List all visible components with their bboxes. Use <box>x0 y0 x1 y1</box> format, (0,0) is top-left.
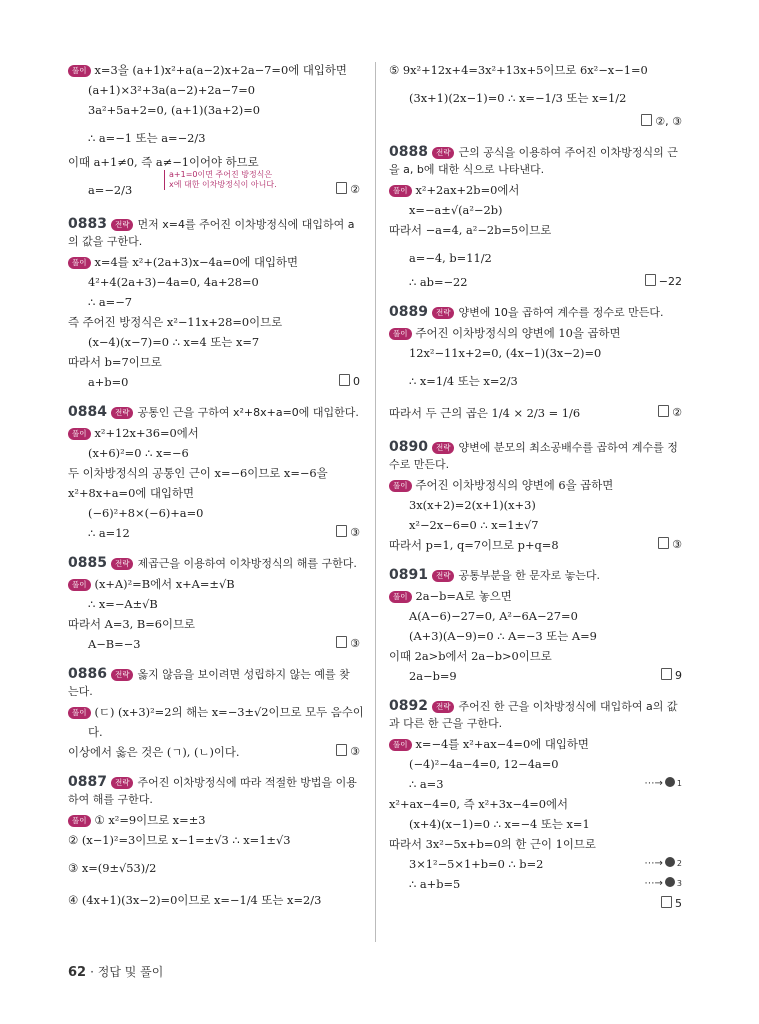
line-text: ⑤ 9x²+12x+4=3x²+13x+5이므로 6x²−x−1=0 <box>389 63 648 77</box>
solution-line <box>389 345 682 365</box>
answer-box-icon <box>658 537 669 549</box>
answer-box-icon <box>336 182 347 194</box>
problem-heading <box>68 666 360 700</box>
line-text: a+b=0 <box>88 375 129 389</box>
solution-line <box>389 242 682 274</box>
answer-value: 0 <box>353 375 360 388</box>
problem-number: 0885 <box>68 555 107 571</box>
line-text: 이때 a+1≠0, 즉 a≠−1이어야 하므로 <box>68 155 259 169</box>
spacer <box>389 429 682 439</box>
answer-box-icon <box>336 525 347 537</box>
solution-line <box>389 497 682 517</box>
problem-number: 0892 <box>389 698 428 714</box>
solution-line <box>68 704 364 724</box>
annotation-note: a+1=0이면 주어진 방정식은 x에 대한 이차방정식이 아니다. <box>164 170 277 190</box>
solution-line <box>68 832 360 852</box>
answer-label <box>336 525 360 541</box>
problem-heading <box>68 216 360 250</box>
answer-label <box>336 744 360 760</box>
step-number: 3 <box>676 879 682 888</box>
solution-tag: 풀이 <box>389 739 412 751</box>
strategy-text: 근의 공식을 이용하여 주어진 이차방정식의 근을 a, b에 대한 식으로 나타낸다. <box>389 146 678 176</box>
answer-label <box>641 114 682 130</box>
solution-line <box>389 896 682 916</box>
strategy-text: 공통인 근을 구하여 x²+8x+a=0에 대입한다. <box>137 406 359 419</box>
solution-line <box>68 82 360 102</box>
solution-line <box>389 62 682 82</box>
solution-line <box>389 222 682 242</box>
answer-box-icon <box>661 668 672 680</box>
line-text: x²+8x+a=0에 대입하면 <box>68 486 194 500</box>
solution-tag: 풀이 <box>68 579 91 591</box>
step-marker <box>645 876 682 892</box>
line-text: 4²+4(2a+3)−4a=0, 4a+28=0 <box>88 275 259 289</box>
solution-line <box>68 170 360 206</box>
strategy-tag: 전략 <box>111 669 134 681</box>
line-text: (ㄷ) (x+3)²=2의 해는 x=−3±√2이므로 모두 음수이 <box>94 705 364 719</box>
strategy-text: 양변에 10을 곱하여 계수를 정수로 만든다. <box>458 306 664 319</box>
answer-value: ③ <box>350 526 360 539</box>
solution-line <box>68 505 360 525</box>
step-dot-icon <box>665 877 675 887</box>
line-text: ① x²=9이므로 x=±3 <box>94 813 206 827</box>
solution-tag: 풀이 <box>389 328 412 340</box>
solution-line <box>389 876 682 896</box>
line-text: x=−4를 x²+ax−4=0에 대입하면 <box>415 737 589 751</box>
solution-line <box>389 756 682 776</box>
strategy-tag: 전략 <box>111 219 134 231</box>
solution-tag: 풀이 <box>389 185 412 197</box>
line-text: 두 이차방정식의 공통인 근이 x=−6이므로 x=−6을 <box>68 466 328 480</box>
solution-line <box>68 334 360 354</box>
answer-box-icon <box>658 405 669 417</box>
line-text: a=−2/3 <box>88 183 133 197</box>
strategy-text: 양변에 분모의 최소공배수를 곱하여 계수를 정수로 만든다. <box>389 441 678 471</box>
line-text: (x+4)(x−1)=0 ∴ x=−4 또는 x=1 <box>409 817 590 831</box>
spacer <box>68 764 360 774</box>
step-number: 2 <box>676 859 682 868</box>
strategy-text: 제곱근을 이용하여 이차방정식의 해를 구한다. <box>137 557 357 570</box>
line-text: x=−a±√(a²−2b) <box>409 203 503 217</box>
solution-line <box>68 485 360 505</box>
line-text: (a+1)×3²+3a(a−2)+2a−7=0 <box>88 83 256 97</box>
solution-line <box>389 776 682 796</box>
line-text: 2a−b=A로 놓으면 <box>415 589 512 603</box>
answer-label <box>658 397 682 429</box>
solution-line <box>389 588 682 608</box>
problem-heading <box>389 567 682 584</box>
strategy-tag: 전략 <box>111 777 134 789</box>
line-text: 3×1²−5×1+b=0 ∴ b=2 <box>409 857 544 871</box>
problem-heading <box>389 698 682 732</box>
solution-line <box>68 596 360 616</box>
line-text: 주어진 이차방정식의 양변에 10을 곱하면 <box>415 326 621 340</box>
solution-line <box>389 114 682 134</box>
line-text: ∴ x=1/4 또는 x=2/3 <box>409 374 518 388</box>
line-text: ∴ a=3 <box>409 777 444 791</box>
step-marker <box>645 856 682 872</box>
answer-box-icon <box>645 274 656 286</box>
line-text: (x+A)²=B에서 x+A=±√B <box>94 577 235 591</box>
solution-line <box>389 182 682 202</box>
solution-line <box>68 576 360 596</box>
problem-heading <box>389 439 682 473</box>
line-text: x²−2x−6=0 ∴ x=1±√7 <box>409 518 539 532</box>
line-text: 3a²+5a+2=0, (a+1)(3a+2)=0 <box>88 103 260 117</box>
solution-tag: 풀이 <box>68 428 91 440</box>
solution-line <box>68 62 360 82</box>
strategy-tag: 전략 <box>432 147 455 159</box>
strategy-tag: 전략 <box>432 701 455 713</box>
solution-line <box>389 796 682 816</box>
line-text: 따라서 −a=4, a²−2b=5이므로 <box>389 223 552 237</box>
solution-line <box>68 525 360 545</box>
line-text: 따라서 p=1, q=7이므로 p+q=8 <box>389 538 559 552</box>
spacer <box>389 134 682 144</box>
solution-line <box>68 354 360 374</box>
solution-line <box>389 628 682 648</box>
line-text: ∴ x=−A±√B <box>88 597 158 611</box>
problem-heading <box>68 404 360 421</box>
right-column <box>389 62 682 916</box>
line-text: 따라서 b=7이므로 <box>68 355 162 369</box>
step-number: 1 <box>676 779 682 788</box>
problem-heading <box>389 144 682 178</box>
line-text: x=3을 (a+1)x²+a(a−2)x+2a−7=0에 대입하면 <box>94 63 347 77</box>
step-marker <box>645 776 682 792</box>
solution-line <box>68 425 360 445</box>
solution-tag: 풀이 <box>68 707 91 719</box>
solution-line <box>68 314 360 334</box>
arrow-icon: ⋯→ <box>644 778 663 789</box>
step-dot-icon <box>665 777 675 787</box>
solution-line <box>68 724 360 744</box>
solution-line <box>389 537 682 557</box>
spacer <box>389 294 682 304</box>
solution-line <box>68 102 360 122</box>
line-text: x²+2ax+2b=0에서 <box>415 183 520 197</box>
line-text: 따라서 3x²−5x+b=0의 한 근이 1이므로 <box>389 837 596 851</box>
answer-label <box>339 374 360 390</box>
arrow-icon: ⋯→ <box>644 858 663 869</box>
answer-box-icon <box>641 114 652 126</box>
answer-label <box>661 668 682 684</box>
line-text: (−4)²−4a−4=0, 12−4a=0 <box>409 757 559 771</box>
solution-line <box>68 852 360 884</box>
solution-line <box>389 608 682 628</box>
line-text: A(A−6)−27=0, A²−6A−27=0 <box>409 609 578 623</box>
solution-line <box>68 812 360 832</box>
solution-tag: 풀이 <box>68 65 91 77</box>
problem-number: 0886 <box>68 666 107 682</box>
answer-value: −22 <box>658 275 682 288</box>
strategy-text: 주어진 이차방정식에 따라 적절한 방법을 이용하여 해를 구한다. <box>68 776 357 806</box>
solution-line <box>68 122 360 154</box>
page-number: 62 <box>68 965 87 980</box>
line-text: 다. <box>88 725 103 739</box>
step-dot-icon <box>665 857 675 867</box>
line-text: (x+6)²=0 ∴ x=−6 <box>88 446 189 460</box>
line-text: 즉 주어진 방정식은 x²−11x+28=0이므로 <box>68 315 283 329</box>
line-text: ② (x−1)²=3이므로 x−1=±√3 ∴ x=1±√3 <box>68 833 291 847</box>
line-text: 2a−b=9 <box>409 669 457 683</box>
line-text: (x−4)(x−7)=0 ∴ x=4 또는 x=7 <box>88 335 260 349</box>
line-text: 12x²−11x+2=0, (4x−1)(3x−2)=0 <box>409 346 602 360</box>
line-text: ④ (4x+1)(3x−2)=0이므로 x=−1/4 또는 x=2/3 <box>68 893 322 907</box>
problem-number: 0890 <box>389 439 428 455</box>
answer-value: ③ <box>672 538 682 551</box>
solution-line <box>389 477 682 497</box>
solution-line <box>389 816 682 836</box>
solution-tag: 풀이 <box>68 815 91 827</box>
solution-line <box>68 465 360 485</box>
line-text: x²+12x+36=0에서 <box>94 426 199 440</box>
spacer <box>389 557 682 567</box>
line-text: ∴ a=−1 또는 a=−2/3 <box>88 131 206 145</box>
answer-value: ③ <box>350 745 360 758</box>
line-text: 이때 2a>b에서 2a−b>0이므로 <box>389 649 552 663</box>
strategy-text: 먼저 x=4를 주어진 이차방정식에 대입하여 a의 값을 구한다. <box>68 218 355 248</box>
solution-tag: 풀이 <box>389 591 412 603</box>
answer-label <box>658 537 682 553</box>
line-text: x²+ax−4=0, 즉 x²+3x−4=0에서 <box>389 797 568 811</box>
strategy-tag: 전략 <box>111 558 134 570</box>
answer-box-icon <box>336 636 347 648</box>
problem-number: 0887 <box>68 774 107 790</box>
solution-line <box>389 856 682 876</box>
answer-value: ② <box>350 183 360 196</box>
left-column <box>68 62 364 916</box>
strategy-tag: 전략 <box>432 442 455 454</box>
answer-label <box>336 636 360 652</box>
answer-value: 9 <box>675 669 682 682</box>
line-text: 이상에서 옳은 것은 (ㄱ), (ㄴ)이다. <box>68 745 240 759</box>
page-footer <box>68 963 163 980</box>
solution-line <box>68 636 360 656</box>
solution-line <box>68 254 360 274</box>
solution-line <box>389 517 682 537</box>
spacer <box>68 545 360 555</box>
solution-line <box>68 744 360 764</box>
problem-number: 0888 <box>389 144 428 160</box>
solution-line <box>389 274 682 294</box>
line-text: 따라서 두 근의 곱은 1/4 × 2/3 = 1/6 <box>389 406 581 420</box>
strategy-tag: 전략 <box>432 307 455 319</box>
solution-tag: 풀이 <box>68 257 91 269</box>
arrow-icon: ⋯→ <box>644 878 663 889</box>
strategy-text: 공통부분을 한 문자로 놓는다. <box>458 569 600 582</box>
solution-line <box>389 736 682 756</box>
answer-value: ②, ③ <box>655 115 682 128</box>
solution-line <box>389 365 682 397</box>
answer-box-icon <box>336 744 347 756</box>
spacer <box>68 394 360 404</box>
line-text: x=4를 x²+(2a+3)x−4a=0에 대입하면 <box>94 255 299 269</box>
line-text: ∴ a=−7 <box>88 295 132 309</box>
strategy-tag: 전략 <box>432 570 455 582</box>
line-text: 주어진 이차방정식의 양변에 6을 곱하면 <box>415 478 614 492</box>
problem-heading <box>389 304 682 321</box>
solution-line <box>68 884 360 916</box>
spacer <box>389 688 682 698</box>
solution-line <box>68 274 360 294</box>
strategy-text: 주어진 한 근을 이차방정식에 대입하여 a의 값과 다른 한 근을 구한다. <box>389 700 678 730</box>
solution-line <box>68 445 360 465</box>
spacer <box>68 656 360 666</box>
solution-line <box>389 668 682 688</box>
strategy-tag: 전략 <box>111 407 134 419</box>
spacer <box>68 206 360 216</box>
line-text: ∴ ab=−22 <box>409 275 468 289</box>
solution-line <box>68 294 360 314</box>
problem-number: 0884 <box>68 404 107 420</box>
problem-number: 0889 <box>389 304 428 320</box>
line-text: A−B=−3 <box>88 637 141 651</box>
line-text: 3x(x+2)=2(x+1)(x+3) <box>409 498 536 512</box>
footer-label: · 정답 및 풀이 <box>90 965 164 979</box>
answer-value: 5 <box>675 897 682 910</box>
solution-line <box>68 616 360 636</box>
line-text: ③ x=(9±√53)/2 <box>68 861 157 875</box>
solution-line <box>389 325 682 345</box>
line-text: 따라서 A=3, B=6이므로 <box>68 617 196 631</box>
line-text: ∴ a=12 <box>88 526 130 540</box>
solution-line <box>389 836 682 856</box>
solution-line <box>389 202 682 222</box>
answer-label <box>336 174 360 206</box>
solution-line <box>389 82 682 114</box>
strategy-text: 옳지 않음을 보이려면 성립하지 않는 예를 찾는다. <box>68 668 350 698</box>
line-text: (3x+1)(2x−1)=0 ∴ x=−1/3 또는 x=1/2 <box>409 91 627 105</box>
answer-value: ③ <box>350 637 360 650</box>
problem-number: 0891 <box>389 567 428 583</box>
line-text: (A+3)(A−9)=0 ∴ A=−3 또는 A=9 <box>409 629 597 643</box>
answer-box-icon <box>339 374 350 386</box>
answer-label <box>661 896 682 912</box>
solution-line <box>68 374 360 394</box>
solution-tag: 풀이 <box>389 480 412 492</box>
solution-line <box>389 397 682 429</box>
problem-heading <box>68 555 360 572</box>
answer-value: ② <box>672 406 682 419</box>
problem-number: 0883 <box>68 216 107 232</box>
column-divider <box>375 62 376 942</box>
answer-box-icon <box>661 896 672 908</box>
solution-line <box>389 648 682 668</box>
line-text: ∴ a+b=5 <box>409 877 461 891</box>
problem-heading <box>68 774 360 808</box>
line-text: (−6)²+8×(−6)+a=0 <box>88 506 204 520</box>
answer-label <box>645 274 682 290</box>
line-text: a=−4, b=11/2 <box>409 251 492 265</box>
